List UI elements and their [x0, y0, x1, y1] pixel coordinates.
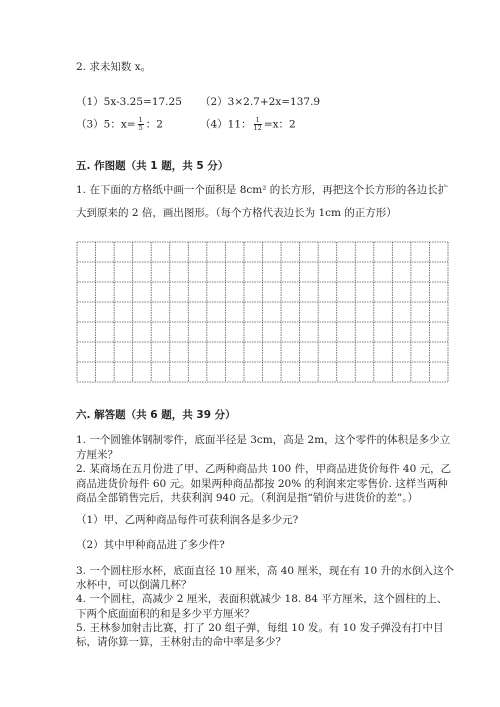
section-6-line: 方厘米？ — [76, 449, 118, 461]
fraction-numerator: 1 — [138, 116, 143, 124]
fraction-one-twelfth — [254, 117, 262, 132]
grid-lines — [76, 241, 449, 383]
fraction-one-fifth — [138, 117, 144, 132]
section-6-line: 4. 一个圆柱，高减少 2 厘米，表面积就减少 18. 84 平方厘米，这个圆柱的上、 — [76, 593, 448, 605]
section-6-line: 3. 一个圆柱形水杯，底面直径 10 厘米，高 40 厘米，现在有 10 升的水倒入这个 — [76, 565, 454, 577]
fraction-denominator: 12 — [253, 124, 262, 132]
section-5-heading: 五. 作图题（共 1 题，共 5 分） — [76, 160, 229, 172]
section-6-line: 商品全部销售完后，共获利润 940 元。（利润是指“销价与进货价的差”。） — [76, 492, 418, 504]
equation-4 — [200, 117, 296, 132]
equation-2: （2）3×2.7+2x=137.9 — [200, 96, 321, 108]
section-6-line: 水杯中，可以倒满几杯？ — [76, 579, 192, 591]
equation-3-left: （3）5：x= — [76, 118, 136, 131]
section-6-heading: 六. 解答题（共 6 题，共 39 分） — [76, 409, 236, 421]
section-6-line: 2. 某商场在五月份进了甲、乙两种商品共 100 件，甲商品进货价每件 40 元，乙 — [76, 463, 452, 475]
fraction-denominator: 5 — [138, 124, 143, 132]
section-6-line: 5. 王林参加射击比赛，打了 20 组子弹，每组 10 发。有 10 发子弹没有打中目 — [76, 622, 444, 634]
section-5-question-line-2: 大到原来的 2 倍，画出图形。（每个方格代表边长为 1cm 的正方形） — [76, 207, 397, 219]
fraction-numerator: 1 — [254, 117, 262, 125]
section-6-line: 标，请你算一算，王林射击的命中率是多少？ — [76, 636, 286, 648]
section-5-question-line-1: 1. 在下面的方格纸中画一个面积是 8cm² 的长方形，再把这个长方形的各边长扩 — [76, 184, 449, 196]
question-2-title: 2. 求未知数 x。 — [76, 61, 152, 73]
equation-4-right: =x：2 — [263, 118, 296, 131]
section-6-line: 商品进货价每件 60 元。如果两种商品都按 20% 的利润来定零售价. 这样当两种 — [76, 478, 448, 490]
square-grid-paper[interactable] — [76, 241, 449, 383]
section-6-line: （1）甲、乙两种商品每件可获利润各是多少元? — [76, 514, 299, 526]
section-6-line: （2）其中甲种商品进了多少件? — [76, 539, 225, 551]
equation-3 — [76, 117, 163, 132]
section-6-line: 1. 一个圆锥体钢制零件，底面半径是 3cm，高是 2m，这个零件的体积是多少立 — [76, 434, 451, 446]
equation-1: （1）5x-3.25=17.25 — [76, 96, 182, 108]
equation-4-left: （4）11： — [200, 118, 252, 131]
equation-3-right: ：2 — [145, 118, 163, 131]
section-6-line: 下两个底面面积的和是多少平方厘米？ — [76, 608, 255, 620]
